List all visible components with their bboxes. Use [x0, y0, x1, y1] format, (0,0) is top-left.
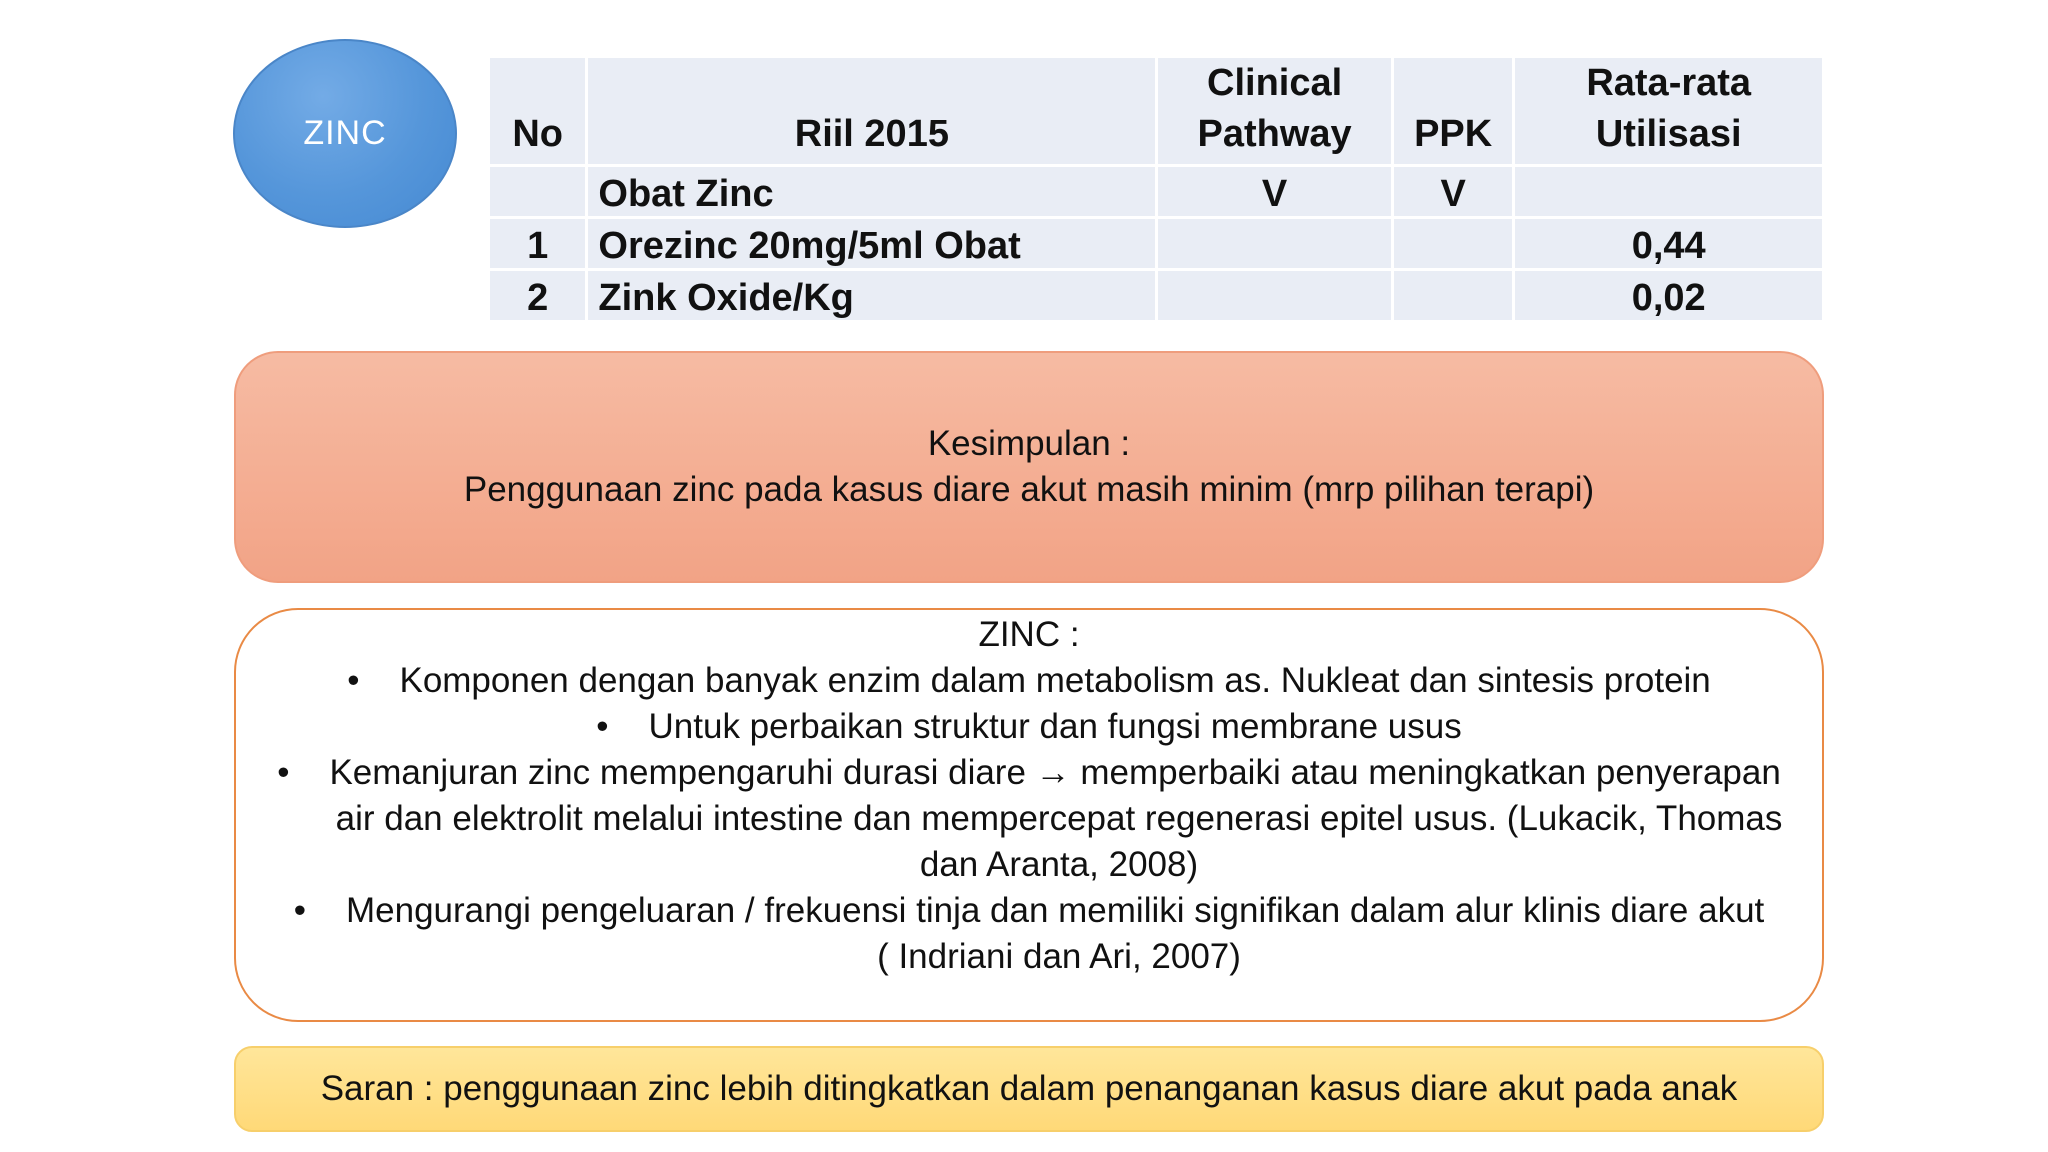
saran-text: Saran : penggunaan zinc lebih ditingkatkan dalam penanganan kasus diare akut pada anak — [320, 1069, 1738, 1108]
zinc-badge-label: ZINC — [303, 114, 387, 152]
row-ppk — [1394, 219, 1513, 268]
row-clinical — [1158, 271, 1391, 320]
zinc-badge — [233, 39, 457, 228]
bullet-continuation: dan Aranta, 2008) — [919, 845, 1199, 884]
header-avg-line2: Utilisasi — [1595, 113, 1742, 155]
table-subheader-row — [490, 167, 1822, 216]
bullet-text: Untuk perbaikan struktur dan fungsi membrane usus — [648, 707, 1462, 746]
row-avg-utilization: 0,44 — [1515, 219, 1822, 268]
bullet-glyph: • — [596, 707, 609, 746]
table-row — [490, 219, 1822, 268]
row-no: 2 — [490, 271, 585, 320]
zinc-utilization-table — [487, 55, 1825, 323]
row-clinical — [1158, 219, 1391, 268]
bullet-glyph: • — [347, 661, 360, 700]
info-bullet — [596, 704, 1461, 750]
bullet-text: Kemanjuran zinc mempengaruhi durasi diare → memperbaiki atau meningkatkan penyerapan — [329, 753, 1781, 792]
subheader-ppk-check: V — [1394, 167, 1513, 216]
bullet-glyph: • — [293, 891, 306, 930]
header-clinical-pathway — [1158, 58, 1391, 164]
info-title: ZINC : — [978, 615, 1080, 654]
conclusion-title: Kesimpulan : — [927, 424, 1131, 463]
header-ppk: PPK — [1394, 58, 1513, 164]
bullet-text: Komponen dengan banyak enzim dalam metabolism as. Nukleat dan sintesis protein — [399, 661, 1711, 700]
bullet-text: Mengurangi pengeluaran / frekuensi tinja dan memiliki signifikan dalam alur klinis diare akut — [346, 891, 1765, 930]
table-header-row — [490, 58, 1822, 164]
header-avg-line1: Rata-rata — [1586, 62, 1752, 104]
header-riil-2015: Riil 2015 — [588, 58, 1155, 164]
header-clinical-line1: Clinical — [1207, 62, 1343, 104]
info-bullet — [277, 750, 1781, 796]
conclusion-box — [234, 351, 1824, 583]
subheader-obat-zinc: Obat Zinc — [588, 167, 1155, 216]
subheader-clinical-check: V — [1158, 167, 1391, 216]
subheader-avg — [1515, 167, 1822, 216]
header-no: No — [490, 58, 585, 164]
bullet-continuation: air dan elektrolit melalui intestine dan mempercepat regenerasi epitel usus. (Lukacik, Thomas — [335, 799, 1783, 838]
table-row — [490, 271, 1822, 320]
info-bullet — [294, 888, 1765, 934]
bullet-continuation: ( Indriani dan Ari, 2007) — [877, 937, 1241, 976]
row-avg-utilization: 0,02 — [1515, 271, 1822, 320]
row-ppk — [1394, 271, 1513, 320]
saran-box — [234, 1046, 1824, 1132]
info-bullet — [347, 658, 1711, 704]
subheader-no — [490, 167, 585, 216]
conclusion-text: Penggunaan zinc pada kasus diare akut masih minim (mrp pilihan terapi) — [463, 470, 1595, 509]
header-clinical-line2: Pathway — [1197, 113, 1352, 155]
row-drug-name: Zink Oxide/Kg — [588, 271, 1155, 320]
row-no: 1 — [490, 219, 585, 268]
bullet-glyph: • — [277, 753, 290, 792]
zinc-info-box — [234, 608, 1824, 1022]
header-rata-rata-utilisasi — [1515, 58, 1822, 164]
row-drug-name: Orezinc 20mg/5ml Obat — [588, 219, 1155, 268]
